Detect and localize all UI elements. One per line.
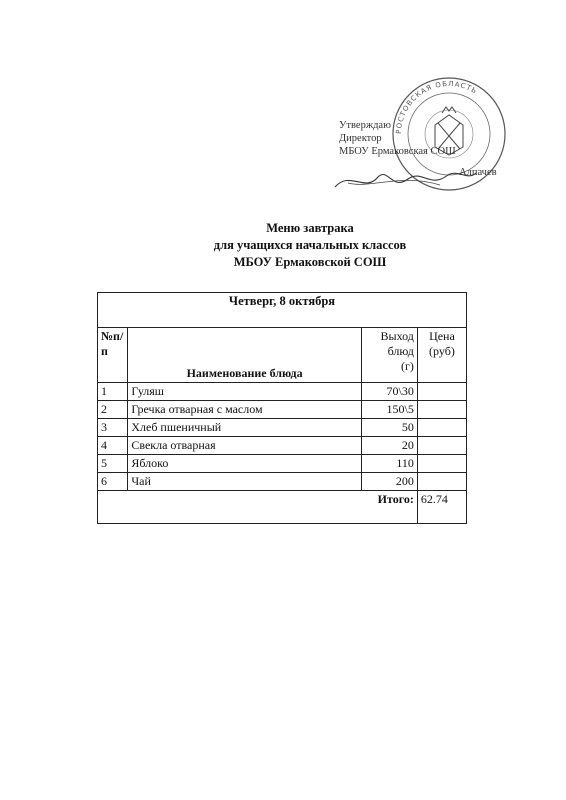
approval-signer-name: Алпачев — [459, 167, 497, 178]
item-name: Яблоко — [128, 455, 362, 473]
title-line-audience: для учащихся начальных классов — [213, 238, 407, 252]
day-row — [98, 293, 467, 328]
item-number: 2 — [98, 401, 128, 419]
approval-line-organization: МБОУ Ермаковская СОШ — [339, 146, 456, 157]
total-label: Итого: — [98, 491, 418, 524]
item-number: 5 — [98, 455, 128, 473]
item-name: Гуляш — [128, 383, 362, 401]
item-yield: 20 — [361, 437, 417, 455]
title-line-school: МБОУ Ермаковской СОШ — [233, 255, 387, 269]
item-name: Хлеб пшеничный — [128, 419, 362, 437]
header-row — [98, 328, 467, 383]
table-row — [98, 437, 467, 455]
signature — [330, 165, 480, 195]
approval-line-position: Директор — [339, 133, 382, 144]
item-name: Чай — [128, 473, 362, 491]
header-yield-line2: блюд — [387, 344, 414, 358]
item-number: 4 — [98, 437, 128, 455]
item-number: 3 — [98, 419, 128, 437]
item-name: Гречка отварная с маслом — [128, 401, 362, 419]
menu-table — [97, 292, 467, 524]
table-row — [98, 419, 467, 437]
total-value: 62.74 — [417, 491, 466, 524]
menu-title — [180, 220, 440, 271]
item-yield: 200 — [361, 473, 417, 491]
header-price-line1: Цена — [429, 329, 455, 343]
item-price — [417, 383, 466, 401]
item-price — [417, 401, 466, 419]
header-yield-line3: (г) — [400, 359, 414, 373]
item-yield: 50 — [361, 419, 417, 437]
item-price — [417, 473, 466, 491]
header-yield — [361, 328, 417, 383]
item-yield: 150\5 — [361, 401, 417, 419]
item-price — [417, 419, 466, 437]
stamp-ring-text: РОСТОВСКАЯ ОБЛАСТЬ — [394, 79, 479, 135]
header-dish-name: Наименование блюда — [128, 328, 362, 383]
item-number: 1 — [98, 383, 128, 401]
item-number: 6 — [98, 473, 128, 491]
header-price-line2: (руб) — [429, 344, 455, 358]
day-label: Четверг, 8 октября — [98, 293, 467, 328]
header-price — [417, 328, 466, 383]
header-yield-line1: Выход — [380, 329, 414, 343]
approval-line-approve: Утверждаю — [339, 120, 391, 131]
item-price — [417, 437, 466, 455]
table-row — [98, 473, 467, 491]
table-row — [98, 455, 467, 473]
header-number: №п/п — [98, 328, 128, 383]
title-line-menu: Меню завтрака — [266, 221, 354, 235]
item-price — [417, 455, 466, 473]
total-row — [98, 491, 467, 524]
item-name: Свекла отварная — [128, 437, 362, 455]
table-row — [98, 401, 467, 419]
item-yield: 110 — [361, 455, 417, 473]
item-yield: 70\30 — [361, 383, 417, 401]
table-row — [98, 383, 467, 401]
